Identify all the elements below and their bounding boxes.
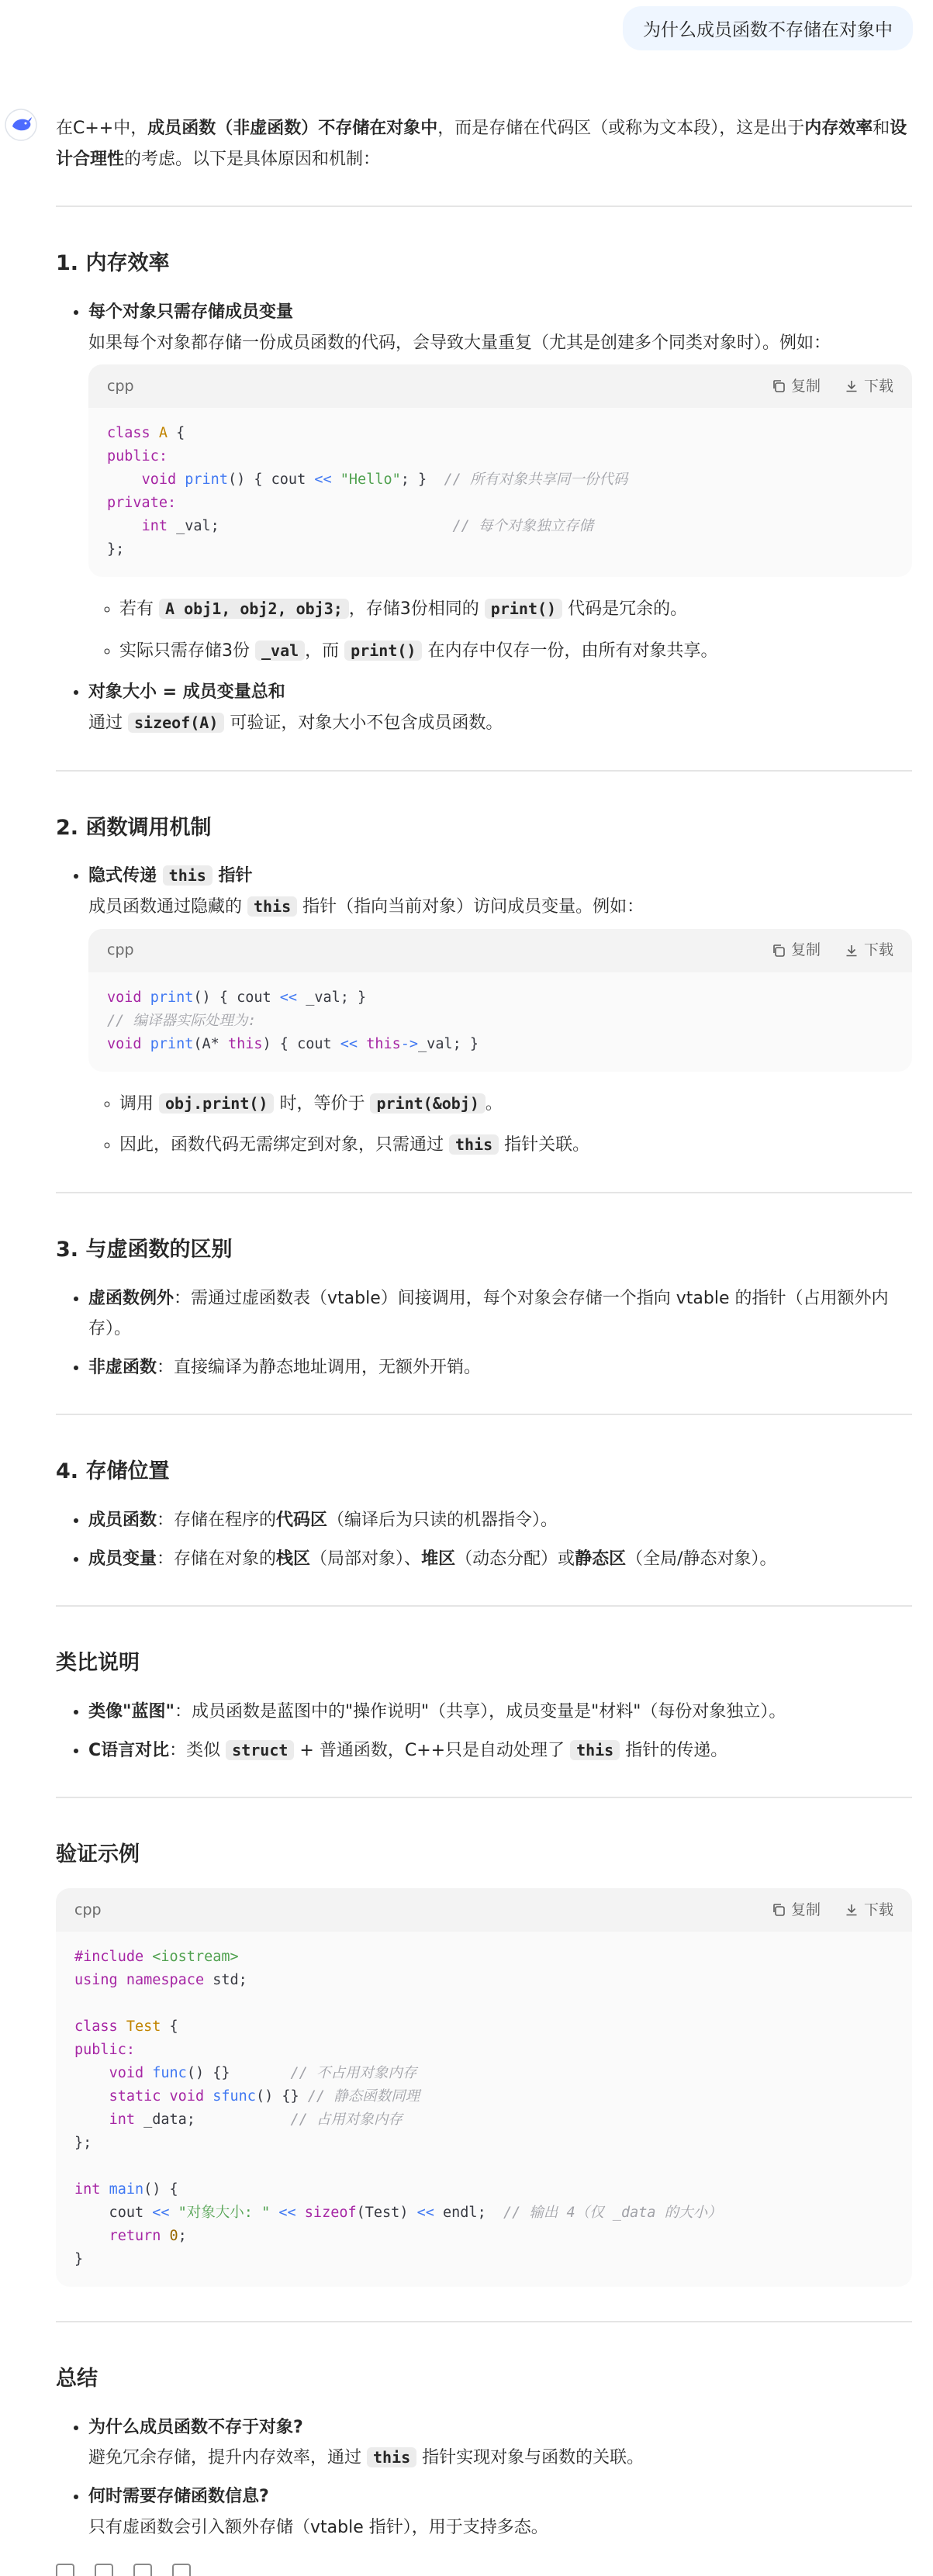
code-token (107, 471, 142, 488)
code-token (161, 2228, 169, 2244)
code-token: void (107, 989, 142, 1006)
inline-code: obj.print() (159, 1093, 274, 1114)
code-token: ; } (400, 471, 444, 489)
code-header (88, 364, 912, 408)
code-token (100, 2181, 109, 2198)
copy-icon (771, 1902, 786, 1918)
intro-paragraph (56, 113, 912, 174)
code-token: int (109, 2112, 135, 2129)
code-token: sfunc (213, 2088, 256, 2105)
list-item-title: 类像"蓝图" (88, 1702, 175, 1722)
code-token: () { cout (227, 471, 315, 489)
section-list (56, 2412, 912, 2543)
sub-list-item (119, 636, 912, 667)
code-token (358, 1036, 366, 1052)
inline-code: this (163, 865, 213, 886)
text: 可验证，对象大小不包含成员函数。 (224, 713, 503, 733)
copy-icon[interactable] (56, 2564, 74, 2576)
list-item (88, 2481, 912, 2543)
bold-text: 栈区 (276, 1549, 311, 1569)
text: 指针实现对象与函数的关联。 (416, 2448, 644, 2468)
text: + 普通函数，C++只是自动处理了 (294, 1740, 571, 1760)
text: （编译后为只读的机器指令）。 (327, 1511, 558, 1531)
code-token: class (107, 425, 150, 442)
list-item (88, 861, 912, 1160)
text: 在内存中仅存一份，由所有对象共享。 (422, 641, 718, 661)
code-content (88, 408, 912, 577)
list-item (88, 677, 912, 738)
text: 代码是冗余的。 (562, 599, 688, 620)
code-content (56, 1932, 912, 2287)
intro-text: 的考虑。以下是具体原因和机制： (124, 149, 381, 169)
inline-code: print() (344, 641, 422, 661)
code-token: () {} (255, 2088, 308, 2105)
list-item (88, 1544, 912, 1575)
text: 调用 (119, 1093, 159, 1114)
code-token: << (152, 2205, 170, 2222)
code-token (118, 1972, 126, 1988)
inline-code: print() (485, 599, 562, 619)
copy-button[interactable] (771, 939, 821, 962)
download-button[interactable] (844, 375, 893, 398)
text: ，存储3份相同的 (348, 599, 485, 620)
download-label: 下载 (863, 1901, 893, 1918)
bold-text: 堆区 (421, 1549, 456, 1569)
code-token: -> (400, 1035, 419, 1052)
list-item (88, 1697, 912, 1728)
list-item (88, 1505, 912, 1536)
inline-code: this (570, 1740, 620, 1760)
download-label: 下载 (863, 941, 893, 959)
code-actions (771, 1899, 893, 1922)
list-item-text: 如果每个对象都存储一份成员函数的代码，会导致大量重复（尤其是创建多个同类对象时）。例如： (88, 333, 831, 353)
code-content (88, 972, 912, 1072)
code-token: print (185, 471, 228, 489)
text: ，而 (305, 641, 345, 661)
code-token (142, 989, 150, 1006)
code-token: endl; (434, 2205, 503, 2222)
download-button[interactable] (844, 939, 893, 962)
text: （全局/静态对象）。 (626, 1549, 777, 1569)
code-block (88, 929, 912, 1072)
text: 实际只需存储3份 (119, 641, 255, 661)
list-item (88, 1735, 912, 1766)
code-comment: // 编译器实际处理为: (107, 1012, 257, 1029)
code-token: Test (126, 2018, 161, 2036)
code-language-label: cpp (74, 1901, 102, 1918)
text: 因此，函数代码无需绑定到对象，只需通过 (119, 1135, 449, 1155)
code-token: } (74, 2251, 84, 2268)
download-icon (844, 1902, 859, 1918)
list-item-title: 成员函数 (88, 1511, 157, 1531)
inline-code: struct (226, 1740, 294, 1760)
list-item (88, 1283, 912, 1345)
copy-icon (771, 943, 786, 958)
code-actions (771, 939, 893, 962)
text: 成员函数通过隐藏的 (88, 896, 247, 917)
code-token: _val; (167, 518, 453, 535)
intro-text: 在C++中， (56, 119, 148, 138)
code-header (56, 1888, 912, 1932)
intro-text: ，而是存储在代码区（或称为文本段），这是出于 (437, 119, 805, 138)
list-item-title: 对象大小 = 成员变量总和 (88, 682, 285, 703)
code-token (107, 518, 142, 534)
assistant-answer (56, 113, 912, 2550)
code-token: { (161, 2018, 178, 2036)
list-item-title: 虚函数例外 (88, 1288, 175, 1308)
section-heading: 1. 内存效率 (56, 251, 170, 276)
text: ：类似 (169, 1740, 226, 1760)
code-token: void (169, 2088, 205, 2105)
code-token (270, 2205, 278, 2221)
code-token: int (74, 2181, 101, 2198)
code-token: #include (74, 1949, 153, 1966)
code-token: << (314, 471, 332, 489)
list-item-title: 非虚函数 (88, 1357, 157, 1377)
code-language-label: cpp (107, 377, 134, 395)
intro-bold: 设计合理性 (56, 119, 907, 169)
code-token (74, 2065, 109, 2081)
code-language-label: cpp (107, 941, 134, 959)
code-token: print (150, 989, 194, 1006)
code-token: public: (74, 2042, 135, 2059)
code-token (176, 471, 185, 488)
text: 指针（指向当前对象）访问成员变量。例如： (297, 896, 644, 917)
code-token (74, 2088, 109, 2105)
divider (56, 1797, 912, 1798)
code-token (142, 1036, 150, 1052)
code-token: << (340, 1035, 358, 1052)
copy-icon (771, 378, 786, 394)
list-item-title: 成员变量 (88, 1549, 157, 1569)
code-token: static (109, 2088, 161, 2105)
sub-list-item (119, 1089, 912, 1120)
code-token: "Hello" (340, 471, 401, 489)
code-comment: // 静态函数同理 (307, 2088, 420, 2105)
code-token: ) { cout (262, 1035, 340, 1052)
list-item-title: 何时需要存储函数信息? (88, 2487, 269, 2507)
download-icon (844, 378, 859, 394)
section-list (56, 1505, 912, 1574)
code-comment: // 输出 4（仅 _data 的大小） (503, 2205, 722, 2222)
code-token: print (150, 1035, 194, 1052)
intro-text: 和 (873, 119, 890, 138)
text: 时，等价于 (274, 1093, 371, 1114)
divider (56, 1414, 912, 1415)
inline-code: this (247, 896, 297, 917)
code-token: << (278, 2205, 296, 2222)
code-token: func (152, 2065, 187, 2082)
text: 指针关联。 (499, 1135, 590, 1155)
code-token: void (141, 471, 177, 489)
deepseek-whale-icon (5, 109, 37, 141)
download-icon (844, 943, 859, 958)
code-token (296, 2205, 305, 2221)
code-token: 0 (169, 2228, 178, 2245)
list-item (88, 1352, 912, 1383)
code-token: void (109, 2065, 144, 2082)
text: 指针的传递。 (620, 1740, 728, 1760)
code-token: () {} (186, 2065, 291, 2082)
section-list (56, 861, 912, 1160)
text: 隐式传递 (88, 866, 163, 886)
section-heading: 总结 (56, 2367, 98, 2391)
section-heading: 4. 存储位置 (56, 1459, 170, 1484)
code-token: namespace (126, 1972, 205, 1989)
code-token: << (279, 989, 298, 1006)
sub-list (88, 594, 912, 666)
code-token (332, 471, 340, 488)
section-heading: 验证示例 (56, 1842, 140, 1867)
code-token: () { (143, 2181, 178, 2198)
code-token: () { cout (193, 989, 280, 1006)
text: （局部对象）、 (310, 1549, 422, 1569)
text: 。 (485, 1093, 503, 1114)
code-token: using (74, 1972, 118, 1989)
intro-bold: 内存效率 (804, 119, 873, 138)
divider (56, 1605, 912, 1607)
section-list (56, 1697, 912, 1766)
copy-label: 复制 (790, 941, 821, 959)
section-list (56, 297, 912, 739)
code-token (118, 2018, 126, 2035)
code-token: main (109, 2181, 144, 2198)
copy-label: 复制 (790, 377, 821, 395)
text: 只有虚函数会引入额外存储（vtable 指针），用于支持多态。 (88, 2517, 548, 2537)
code-actions (771, 375, 893, 398)
code-token: "对象大小: " (178, 2205, 271, 2222)
bold-text: 静态区 (575, 1549, 627, 1569)
section-heading: 类比说明 (56, 1651, 140, 1676)
code-token: std; (204, 1972, 247, 1989)
inline-code: _val (255, 641, 305, 661)
divider (56, 770, 912, 772)
copy-button[interactable] (771, 1899, 821, 1922)
code-token: sizeof (304, 2205, 357, 2222)
code-header (88, 929, 912, 972)
code-token (143, 2065, 152, 2081)
code-token: public: (107, 448, 168, 465)
regenerate-icon[interactable] (95, 2564, 113, 2576)
code-token (161, 2088, 169, 2105)
code-token: A (158, 425, 168, 442)
bold-text: 代码区 (276, 1511, 328, 1531)
copy-label: 复制 (790, 1901, 821, 1918)
sub-list (88, 1089, 912, 1161)
code-comment: // 占用对象内存 (290, 2112, 403, 2129)
code-block (88, 364, 912, 577)
text: ：需通过虚函数表（vtable）间接调用，每个对象会存储一个指向 vtable 的指针（占用额外内存）。 (88, 1288, 889, 1339)
text: ：存储在对象的 (157, 1549, 277, 1569)
list-item-title (88, 866, 253, 886)
code-token: return (109, 2228, 161, 2245)
code-token (74, 2112, 109, 2128)
text: 避免冗余存储，提升内存效率，通过 (88, 2448, 367, 2468)
code-comment: // 所有对象共享同一份代码 (444, 471, 628, 489)
list-item-title: 为什么成员函数不存于对象? (88, 2417, 303, 2437)
list-item-title: C语言对比 (88, 1740, 170, 1760)
code-token: { (167, 425, 185, 442)
code-token: _val; } (418, 1035, 479, 1052)
divider (56, 2321, 912, 2322)
intro-bold: 成员函数（非虚函数）不存储在对象中 (147, 119, 438, 138)
list-item-title: 每个对象只需存储成员变量 (88, 302, 294, 322)
list-item (88, 297, 912, 666)
like-icon[interactable] (133, 2564, 152, 2576)
text: ：存储在程序的 (157, 1511, 277, 1531)
download-label: 下载 (863, 377, 893, 395)
text: （动态分配）或 (455, 1549, 575, 1569)
code-token: this (227, 1035, 263, 1052)
code-token: this (366, 1035, 401, 1052)
copy-button[interactable] (771, 375, 821, 398)
text: 若有 (119, 599, 159, 620)
divider (56, 1192, 912, 1193)
text: ：直接编译为静态地址调用，无额外开销。 (157, 1357, 482, 1377)
text: 指针 (212, 866, 253, 886)
code-token: _data; (134, 2112, 291, 2129)
divider (56, 205, 912, 207)
text: ：成员函数是蓝图中的"操作说明"（共享），成员变量是"材料"（每份对象独立）。 (174, 1702, 786, 1722)
code-comment: // 每个对象独立存储 (452, 518, 593, 535)
section-list (56, 1283, 912, 1383)
download-button[interactable] (844, 1899, 893, 1922)
code-token: (Test) (356, 2205, 417, 2222)
inline-code: this (449, 1134, 499, 1155)
code-token: class (74, 2018, 118, 2036)
code-token (204, 2088, 213, 2105)
code-token: (A* (193, 1035, 228, 1052)
code-token: void (107, 1035, 142, 1052)
dislike-icon[interactable] (172, 2564, 191, 2576)
message-actions (56, 2564, 191, 2576)
inline-code: sizeof(A) (128, 713, 224, 733)
code-block (56, 1888, 912, 2287)
inline-code: this (367, 2447, 416, 2467)
code-token: cout (74, 2205, 153, 2222)
inline-code: A obj1, obj2, obj3; (159, 599, 349, 619)
code-token: <iostream> (152, 1949, 239, 1966)
inline-code: print(&obj) (370, 1093, 485, 1114)
code-token (74, 2228, 109, 2244)
code-token: int (141, 518, 168, 535)
section-heading: 2. 函数调用机制 (56, 815, 212, 840)
code-comment: // 不占用对象内存 (290, 2065, 417, 2082)
code-token: << (416, 2205, 434, 2222)
sub-list-item (119, 1130, 912, 1161)
code-token: ; (178, 2228, 187, 2245)
text: 通过 (88, 713, 128, 733)
user-message-text: 为什么成员函数不存储在对象中 (643, 20, 893, 40)
code-token (170, 2205, 178, 2221)
user-message-bubble (623, 6, 913, 50)
list-item (88, 2412, 912, 2474)
sub-list-item (119, 594, 912, 625)
code-token: _val; } (297, 989, 367, 1006)
code-token: private: (107, 495, 177, 512)
section-heading: 3. 与虚函数的区别 (56, 1237, 233, 1262)
code-token: }; (74, 2135, 92, 2152)
code-token: }; (107, 541, 125, 558)
